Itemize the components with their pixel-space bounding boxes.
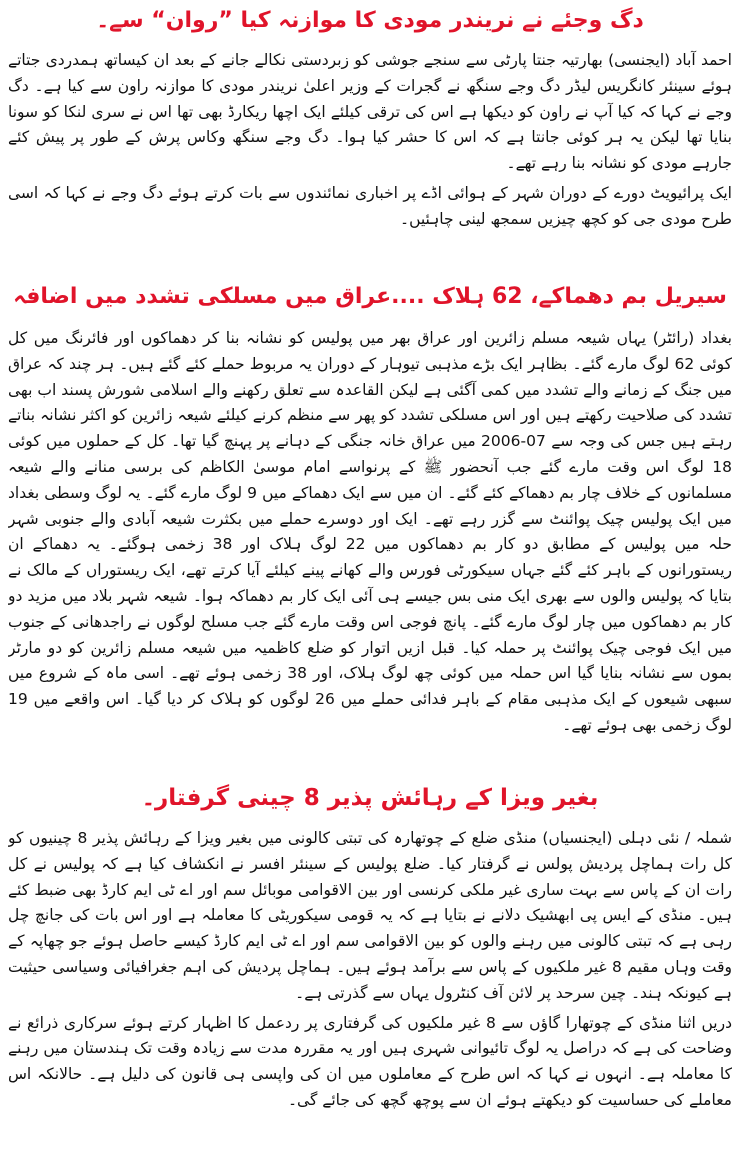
article-body	[8, 826, 732, 1126]
article-paragraph: احمد آباد (ایجنسی) بھارتیہ جنتا پارٹی سے سنجے جوشی کو زبردستی نکالے جانے کے بعد ان کیساتھ ہمدردی جتاتے ہوئے سینئر کانگریس لیڈر دگ وجے سنگھ نے گجرات کے وزیر اعلیٰ نریندر مودی کا موازنہ راون سے کیا ہے۔ دگ وجے نے کہا کہ کیا آپ نے راون کو دیکھا ہے اس کی ترقی کیلئے ایک اچھا ریکارڈ بھی تھا اس نے سری لنکا کو سونا بنایا تھا لیکن یہ ہر کوئی جانتا ہے کہ اس کا حشر کیا ہوا۔ دگ وجے سنگھ وکاس پرش کے طور پر پیش کئے جارہے مودی کو نشانہ بنا رہے تھے۔	[8, 51, 732, 173]
article-body	[8, 326, 732, 766]
article-paragraph: شملہ / نئی دہلی (ایجنسیاں) منڈی ضلع کے چوتھارہ کی تبتی کالونی میں بغیر ویزا کے رہائش پذیر 8 چینیوں کو کل رات ہماچل پردیش پولس نے گرفتار کیا۔ ضلع پولیس کے سینئر افسر نے انکشاف کیا ہے کہ پولیس نے کل رات ان کے پاس سے بہت ساری غیر ملکی کرنسی اور بین الاقوامی موبائل سم اور اے ٹی ایم کارڈ بھی ضبط کئے ہیں۔ منڈی کے ایس پی ابھشیک دلانے نے بتایا ہے کہ یہ قومی سیکوریٹی کا معاملہ ہے اور اس بات کی جانچ چل رہی ہے کہ تبتی کالونی میں رہنے والوں کو بین الاقوامی سم اور اے ٹی ایم کارڈ کیسے حاصل ہوئے جو چھاپہ کے وقت وہاں مقیم 8 غیر ملکیوں کے پاس سے برآمد ہوئے ہیں۔ ہماچل پردیش کی اہم جغرافیائی وسیاسی حیثیت ہے کیونکہ ہند۔ چین سرحد پر لائن آف کنٹرول یہاں سے گذرتی ہے۔	[8, 829, 732, 1002]
article-headline: دگ وجئے نے نریندر مودی کا موازنہ کیا ”روان“ سے۔	[96, 8, 644, 33]
article-headline: سیریل بم دھماکے، 62 ہلاک ....عراق میں مسلکی تشدد میں اضافہ	[13, 284, 727, 309]
article-iraq-bombings	[8, 268, 732, 766]
article-paragraph: دریں اثنا منڈی کے چوتھارا گاؤں سے 8 غیر ملکیوں کی گرفتاری پر ردعمل کا اظہار کرتے ہوئے سرکاری ذرائع نے وضاحت کی ہے کہ دراصل یہ لوگ تائیوانی شہری ہیں اور یہ مقررہ مدت سے زیادہ وقت تک ہندستان میں رہنے کا معاملہ ہے۔ انہوں نے کہا کہ اس طرح کے معاملوں میں ان کی واپسی ہی قانون کی دلیل ہے۔ حالانکہ اس معاملے کی حساسیت کو دیکھتے ہوئے ان سے پوچھ گچھ کی جائے گی۔	[8, 1013, 732, 1109]
article-paragraph: بغداد (رائٹر) یہاں شیعہ مسلم زائرین اور عراق بھر میں پولیس کو نشانہ بنا کر دھماکوں اور فائرنگ میں کل کوئی 62 لوگ مارے گئے۔ بظاہر ایک بڑے مذہبی تیوہار کے دوران یہ مربوط حملے کئے گئے ہیں۔ ہر چند کہ عراق میں جنگ کے زمانے والے تشدد میں کمی آگئی ہے لیکن القاعدہ سے تعلق رکھنے والے اسلامی شورش پسند اب بھی تشدد کی صلاحیت رکھتے ہیں اور اس مسلکی تشدد کو پھر سے منظم کرنے کیلئے شیعہ زائرین کو اکثر نشانہ بناتے رہتے ہیں جس کی وجہ سے 07-2006 میں عراق خانہ جنگی کے دہانے پر پہنچ گیا تھا۔ کل کے حملوں میں کوئی 18 لوگ اس وقت مارے گئے جب آنحضور ﷺ کے پرنواسے امام موسیٰ الکاظم کی برسی منانے والے شیعہ مسلمانوں کے خلاف چار بم دھماکے کئے گئے۔ ان میں سے ایک دھماکے میں 9 لوگ مارے گئے۔ یہ لوگ وسطی بغداد میں ایک پولیس چیک پوائنٹ سے گزر رہے تھے۔ ایک اور دوسرے حملے میں بکثرت شیعہ آبادی والے جنوبی شہر حلہ میں پولیس کے مطابق دو کار بم دھماکوں میں 22 لوگ ہلاک اور 38 زخمی ہوگئے۔ یہ دھماکے ان ریستورانوں کے باہر کئے گئے جہاں سیکورٹی فورس والے کھانے پینے کیلئے آیا کرتے تھے، ایک ریستوراں کے مالک نے بتایا کہ پولیس والوں سے بھری ایک منی بس جیسے ہی آئی ایک کار بم دھماکہ ہوا۔ شیعہ شہر بلاد میں مزید دو کار بم دھماکوں میں چار لوگ مارے گئے۔ پانچ فوجی اس وقت مارے گئے جب مسلح لوگوں نے راجدھانی کے جنوب میں ایک فوجی چیک پوائنٹ پر حملہ کیا۔ قبل ازیں اتوار کو ضلع کاظمیہ میں شیعہ مسلم زائرین کو دو مارٹر بموں سے نشانہ بنایا گیا اس حملہ میں کوئی چھ لوگ ہلاک، اور 38 زخمی ہوئے تھے۔ اسی ماہ کے شروع میں سبھی شیعوں کے ایک مذہبی مقام کے باہر فدائی حملے میں 26 لوگوں کو ہلاک کر دیا گیا۔ اس واقعے میں 19 لوگ زخمی بھی ہوئے تھے۔	[8, 329, 732, 734]
article-digvijay-modi	[8, 4, 732, 268]
article-headline: بغیر ویزا کے رہائش پذیر 8 چینی گرفتار۔	[141, 785, 599, 811]
article-paragraph: ایک پرائیویٹ دورے کے دوران شہر کے ہوائی اڈے پر اخباری نمائندوں سے بات کرتے ہوئے دگ وجے نے کہا کہ اسی طرح مودی جی کو کچھ چیزیں سمجھ لینی چاہئیں۔	[8, 183, 732, 228]
article-chinese-arrested	[8, 766, 732, 1126]
article-body	[8, 48, 732, 268]
